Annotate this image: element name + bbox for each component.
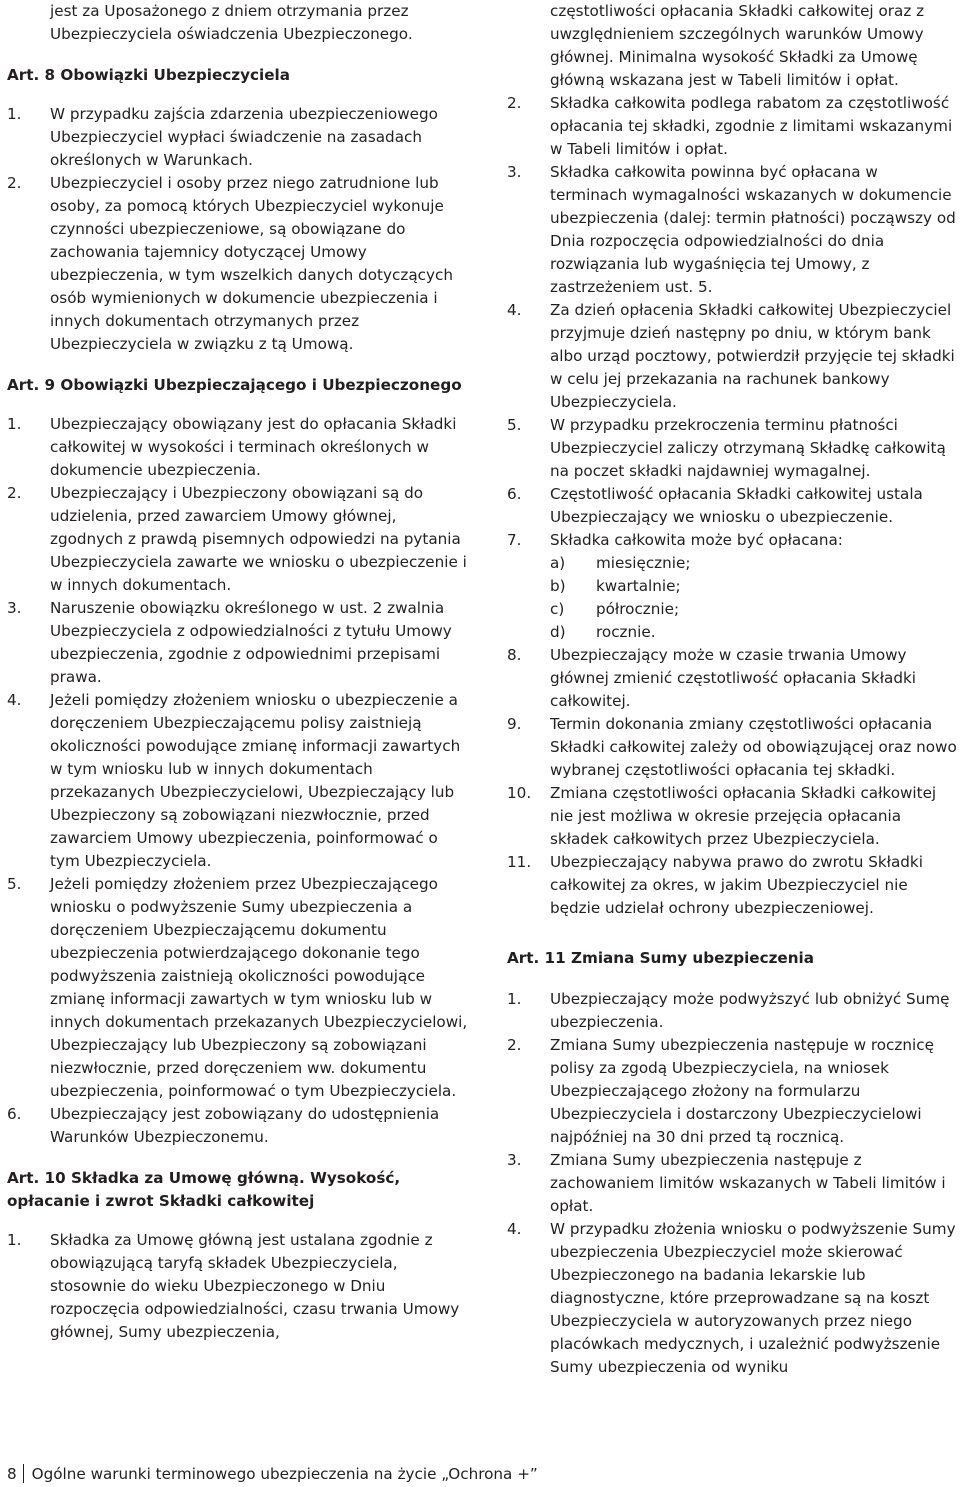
continuation-text: jest za Uposażonego z dniem otrzymania przez Ubezpieczyciela oświadczenia Ubezpieczonego. xyxy=(50,2,413,43)
art10-item: 1. Składka za Umowę główną jest ustalana zgodnie z obowiązującą taryfą składek Ubezpieczyciela, stosownie do wieku Ubezpieczonego w Dniu rozpoczęcia odpowiedzialności, czasu trwania Umowy głównej, Sumy ubezpieczenia, xyxy=(7,1231,460,1341)
art10-list xyxy=(7,1229,472,1344)
frequency-option: d) rocznie. xyxy=(550,623,656,641)
art9-item: 5. Jeżeli pomiędzy złożeniem przez Ubezpieczającego wniosku o podwyższenie Sumy ubezpieczenia a doręczeniem Ubezpieczającemu dokumentu ubezpieczenia potwierdzającego dokonanie tego podwyższenia zaistnieją okoliczności powodujące zmianę informacji zawartych w tym wniosku lub w innych dokumentach przekazanych Ubezpieczycielowi, Ubezpieczający lub Ubezpieczony są zobowiązani niezwłocznie, przed doręczeniem ww. dokumentu ubezpieczenia, poinformować o tym Ubezpieczyciela. xyxy=(7,875,468,1100)
art8-item: 2. Ubezpieczyciel i osoby przez niego zatrudnione lub osoby, za pomocą których Ubezpieczyciel wykonuje czynności ubezpieczeniowe, są obowiązane do zachowania tajemnicy dotyczącej Umowy ubezpieczenia, w tym wszelkich danych dotyczących osób wymienionych w dokumencie ubezpieczenia i innych dokumentach otrzymanych przez Ubezpieczyciela w związku z tą Umową. xyxy=(7,174,453,353)
art10-item: 2. Składka całkowita podlega rabatom za częstotliwość opłacania tej składki, zgodnie z limitami wskazanymi w Tabeli limitów i opłat. xyxy=(507,94,953,158)
continuation-text: częstotliwości opłacania Składki całkowitej oraz z uwzględnieniem szczególnych warunków Umowy głównej. Minimalna wysokość Składki za Umowę główną wskazana jest w Tabeli limitów i opłat. xyxy=(550,2,925,89)
art10-item: 4. Za dzień opłacenia Składki całkowitej Ubezpieczyciel przyjmuje dzień następny po dniu, w którym bank albo urząd pocztowy, potwierdził przyjęcie tej składki w celu jej przekazania na rachunek bankowy Ubezpieczyciela. xyxy=(507,301,955,411)
frequency-option: a) miesięcznie; xyxy=(550,554,691,572)
art8-heading: Art. 8 Obowiązki Ubezpieczyciela xyxy=(7,66,290,84)
art10-item: 3. Składka całkowita powinna być opłacana w terminach wymagalności wskazanych w dokumencie ubezpieczenia (dalej: termin płatności) począwszy od Dnia rozpoczęcia odpowiedzialności do dnia rozwiązania lub wygaśnięcia tej Umowy, z zastrzeżeniem ust. 5. xyxy=(507,163,956,296)
art11-item: 1. Ubezpieczający może podwyższyć lub obniżyć Sumę ubezpieczenia. xyxy=(507,990,950,1031)
page-footer xyxy=(7,1463,538,1486)
right-column xyxy=(507,0,957,1379)
document-title: Ogólne warunki terminowego ubezpieczenia na życie „Ochrona +” xyxy=(31,1465,538,1483)
page-number: 8 xyxy=(7,1465,17,1483)
frequency-option: b) kwartalnie; xyxy=(550,577,681,595)
art10-item: 7. Składka całkowita może być opłacana: a) miesięcznie; b) kwartalnie; c) półrocznie; d) rocznie. xyxy=(507,529,957,644)
art10-item: 8. Ubezpieczający może w czasie trwania Umowy głównej zmienić częstotliwość opłacania Składki całkowitej. xyxy=(507,646,916,710)
art10-heading: Art. 10 Składka za Umowę główną. Wysokość, opłacanie i zwrot Składki całkowitej xyxy=(7,1169,401,1210)
art9-list xyxy=(7,413,472,1149)
frequency-option: c) półrocznie; xyxy=(550,600,680,618)
art9-item: 3. Naruszenie obowiązku określonego w ust. 2 zwalnia Ubezpieczyciela z odpowiedzialności z tytułu Umowy ubezpieczenia, zgodnie z odpowiednimi przepisami prawa. xyxy=(7,599,452,686)
art9-item: 1. Ubezpieczający obowiązany jest do opłacania Składki całkowitej w wysokości i terminach określonych w dokumencie ubezpieczenia. xyxy=(7,415,457,479)
art8-list xyxy=(7,103,472,356)
art9-heading: Art. 9 Obowiązki Ubezpieczającego i Ubezpieczonego xyxy=(7,376,462,394)
art9-item: 6. Ubezpieczający jest zobowiązany do udostępnienia Warunków Ubezpieczonemu. xyxy=(7,1105,440,1146)
art11-item: 4. W przypadku złożenia wniosku o podwyższenie Sumy ubezpieczenia Ubezpieczyciel może skierować Ubezpieczonego na badania lekarskie lub diagnostyczne, które przeprowadzane są na koszt Ubezpieczyciela w autoryzowanych przez niego placówkach medycznych, i uzależnić podwyższenie Sumy ubezpieczenia od wyniku xyxy=(507,1220,956,1376)
art11-heading: Art. 11 Zmiana Sumy ubezpieczenia xyxy=(507,949,814,967)
art10-item: 5. W przypadku przekroczenia terminu płatności Ubezpieczyciel zaliczy otrzymaną Składkę całkowitą na poczet składki najdawniej wymagalnej. xyxy=(507,416,946,480)
art11-list xyxy=(507,988,957,1379)
art8-item: 1. W przypadku zajścia zdarzenia ubezpieczeniowego Ubezpieczyciel wypłaci świadczenie na zasadach określonych w Warunkach. xyxy=(7,105,438,169)
art10-list-continued xyxy=(507,92,957,920)
art10-item: 10. Zmiana częstotliwości opłacania Składki całkowitej nie jest możliwa w okresie przejęcia opłacania składek całkowitych przez Ubezpieczyciela. xyxy=(507,784,937,848)
art9-item: 4. Jeżeli pomiędzy złożeniem wniosku o ubezpieczenie a doręczeniem Ubezpieczającemu polisy zaistnieją okoliczności powodujące zmianę informacji zawartych w tym wniosku lub w innych dokumentach przekazanych Ubezpieczycielowi, Ubezpieczający lub Ubezpieczony są zobowiązani niezwłocznie, przed zawarciem Umowy ubezpieczenia, poinformować o tym Ubezpieczyciela. xyxy=(7,691,461,870)
art11-item: 2. Zmiana Sumy ubezpieczenia następuje w rocznicę polisy za zgodą Ubezpieczyciela, na wniosek Ubezpieczającego złożony na formularzu Ubezpieczyciela i dostarczony Ubezpieczycielowi najpóźniej na 30 dni przed tą rocznicą. xyxy=(507,1036,934,1146)
left-column xyxy=(7,0,472,1344)
footer-separator xyxy=(23,1464,24,1483)
art11-item: 3. Zmiana Sumy ubezpieczenia następuje z zachowaniem limitów wskazanych w Tabeli limitów i opłat. xyxy=(507,1151,946,1215)
art10-item: 6. Częstotliwość opłacania Składki całkowitej ustala Ubezpieczający we wniosku o ubezpieczenie. xyxy=(507,485,923,526)
art10-item: 11. Ubezpieczający nabywa prawo do zwrotu Składki całkowitej za okres, w jakim Ubezpieczyciel nie będzie udzielał ochrony ubezpieczeniowej. xyxy=(507,853,923,917)
art9-item: 2. Ubezpieczający i Ubezpieczony obowiązani są do udzielenia, przed zawarciem Umowy głównej, zgodnych z prawdą pisemnych odpowiedzi na pytania Ubezpieczyciela zawarte we wniosku o ubezpieczenie i w innych dokumentach. xyxy=(7,484,467,594)
art10-item: 9. Termin dokonania zmiany częstotliwości opłacania Składki całkowitej zależy od obowiązującej oraz nowo wybranej częstotliwości opłacania tej składki. xyxy=(507,715,957,779)
